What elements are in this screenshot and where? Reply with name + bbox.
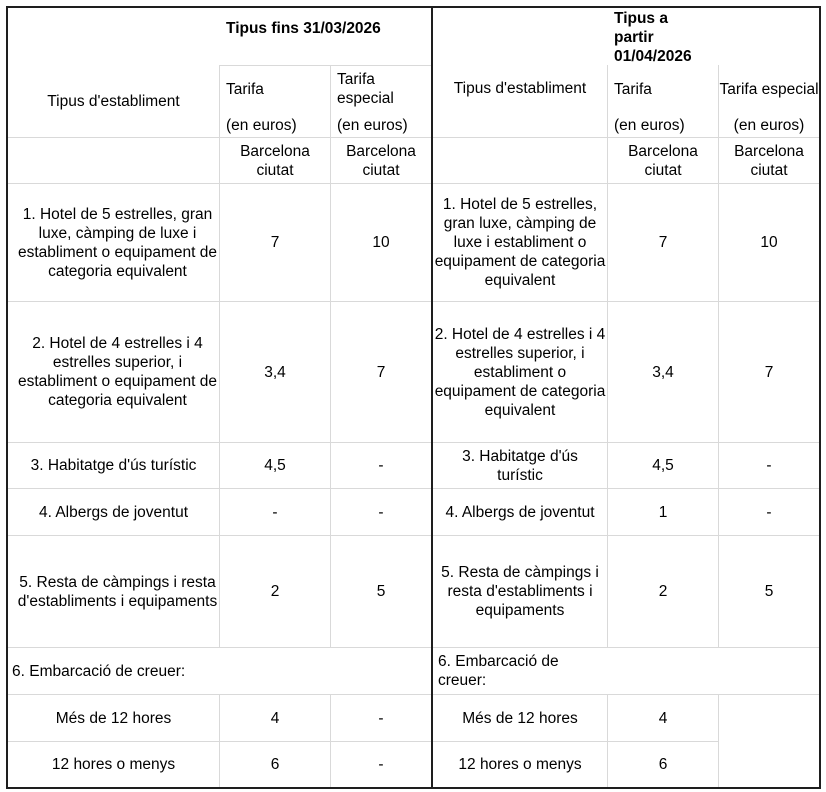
right-col-type-header: Tipus d'establiment [453,79,587,97]
left-group-header: Tipus fins 31/03/2026 [226,20,381,37]
right-row-4-especial: - [766,503,772,521]
right-col-especial-header: Tarifa especial [719,80,819,98]
left-row-3-tarifa: 4,5 [264,457,286,474]
left-col-type-header: Tipus d'establiment [47,92,180,110]
left-row-4-especial: - [378,503,384,521]
right-row-2-tarifa: 3,4 [652,363,674,381]
left-sub-tarifa: Barcelona ciutat [240,142,310,179]
left-row-2-type: 2. Hotel de 4 estrelles i 4 estrelles superior, i establiment o equipament de categoria equivalent [17,335,218,409]
left-row-1-type: 1. Hotel de 5 estrelles, gran luxe, càmping de luxe i establiment o equipament de categoria equivalent [17,205,218,280]
right-row-4-type: 4. Albergs de joventut [445,503,595,521]
right-cruise-2-type: 12 hores o menys [458,756,582,773]
left-row-2-tarifa: 3,4 [264,363,286,381]
left-row-5-tarifa: 2 [270,583,280,600]
right-row-2-especial: 7 [764,363,774,381]
right-col-tarifa-unit: (en euros) [614,117,685,134]
left-cruise-2-type: 12 hores o menys [51,756,176,773]
right-row-1-type: 1. Hotel de 5 estrelles, gran luxe, càmping de luxe i establiment o equipament de categoria equivalent [434,196,606,289]
right-row-5-tarifa: 2 [658,583,668,600]
left-cruise-2-especial: - [378,756,384,773]
right-row-2-type: 2. Hotel de 4 estrelles i 4 estrelles superior, i establiment o equipament de categoria equivalent [434,325,606,419]
right-row-1-tarifa: 7 [658,234,668,251]
right-row-4-tarifa: 1 [658,503,668,521]
left-cruise-1-especial: - [378,709,384,727]
left-cruise-label: 6. Embarcació de creuer: [12,663,186,680]
left-row-1-especial: 10 [372,234,390,251]
right-group-header: Tipus a partir 01/04/2026 [614,10,692,65]
left-cruise-2-tarifa: 6 [270,756,280,773]
left-row-2-especial: 7 [376,363,386,381]
right-row-1-especial: 10 [760,234,778,251]
left-col-tarifa-unit: (en euros) [226,117,297,134]
right-col-especial-unit: (en euros) [733,117,805,134]
right-cruise-1-type: Més de 12 hores [462,709,578,727]
left-row-1-tarifa: 7 [270,234,280,251]
left-col-especial-unit: (en euros) [337,117,408,134]
right-cruise-label: 6. Embarcació de creuer: [438,653,559,689]
left-row-5-type: 5. Resta de càmpings i resta d'establiments i equipaments [17,573,218,610]
left-row-5-especial: 5 [376,583,386,600]
right-row-5-type: 5. Resta de càmpings i resta d'establiments i equipaments [441,564,599,619]
left-row-4-tarifa: - [272,503,278,521]
right-row-3-type: 3. Habitatge d'ús turístic [462,447,578,484]
left-col-tarifa-header: Tarifa [226,81,264,98]
right-cruise-1-tarifa: 4 [658,709,668,727]
right-col-tarifa-header: Tarifa [614,81,652,98]
left-row-3-especial: - [378,457,384,474]
right-cruise-2-tarifa: 6 [658,756,668,773]
right-row-3-tarifa: 4,5 [652,457,674,474]
left-row-3-type: 3. Habitatge d'ús turístic [30,457,197,474]
left-sub-especial: Barcelona ciutat [346,142,416,179]
left-cruise-1-tarifa: 4 [270,709,280,727]
right-row-3-especial: - [766,457,772,474]
right-row-5-especial: 5 [764,583,774,600]
left-row-4-type: 4. Albergs de joventut [38,503,189,521]
left-cruise-1-type: Més de 12 hores [55,709,172,727]
left-col-especial-header: Tarifa especial [337,71,394,107]
right-sub-especial: Barcelona ciutat [734,142,804,179]
right-sub-tarifa: Barcelona ciutat [628,142,698,179]
